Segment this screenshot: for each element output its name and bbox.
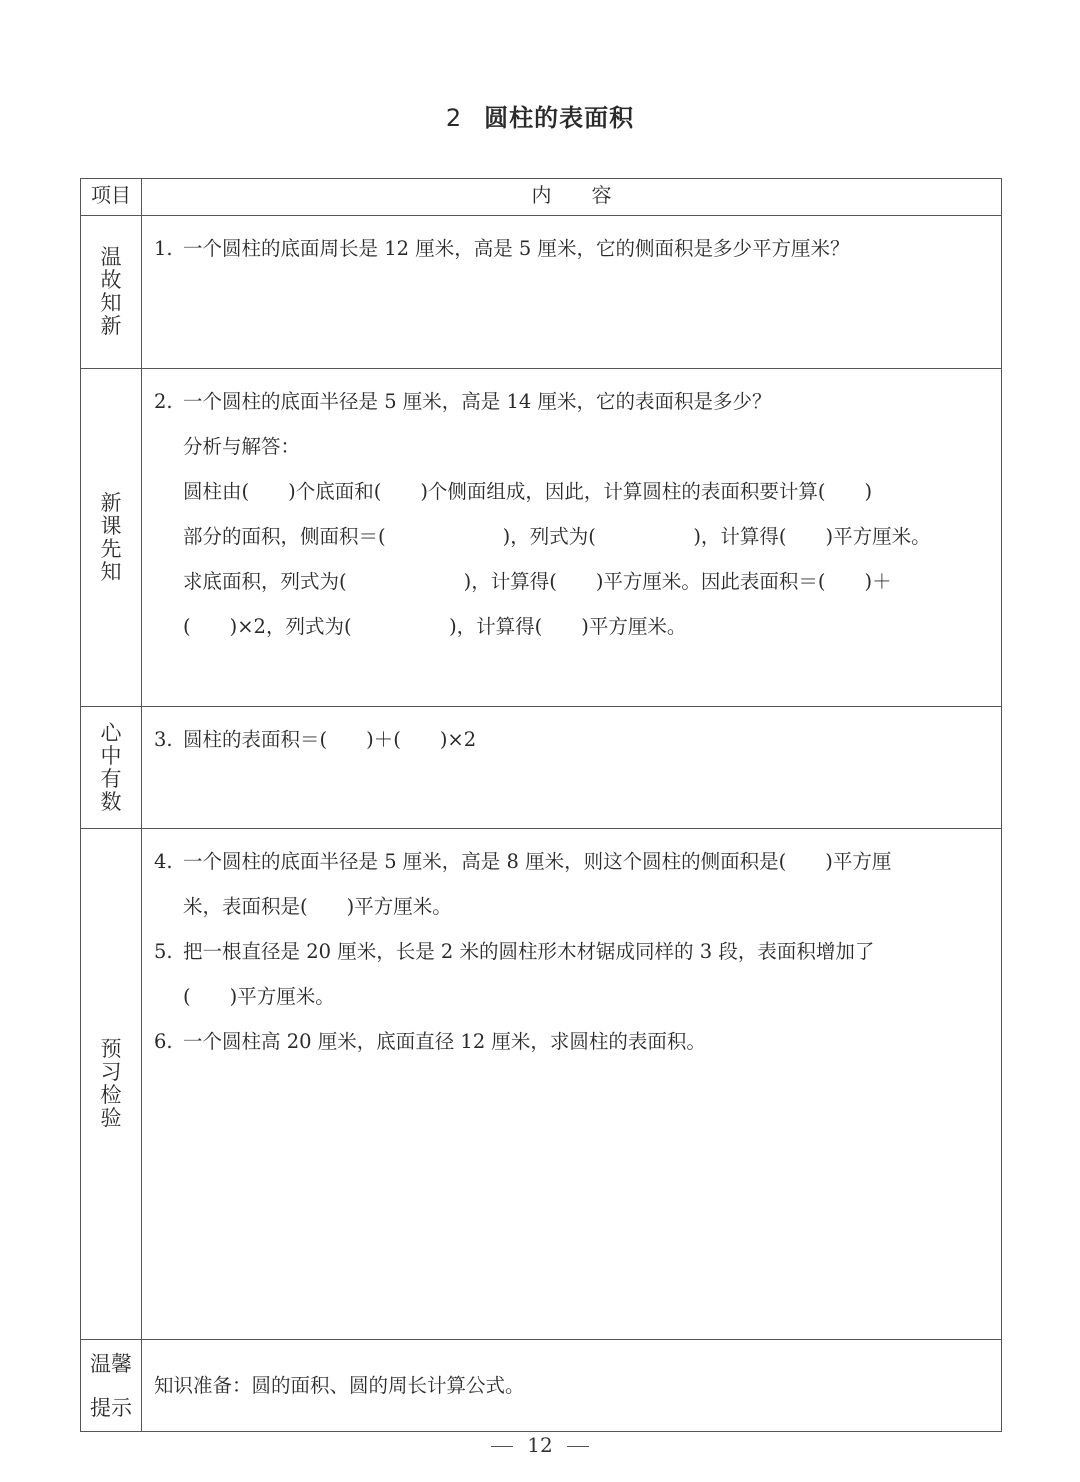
row-content-new-lesson: [142, 369, 1001, 649]
table-row: [81, 216, 1002, 369]
header-item: 项目: [81, 179, 142, 216]
tip-text: 知识准备：圆的面积、圆的周长计算公式。: [154, 1374, 525, 1397]
question-3: 3. 圆柱的表面积＝( )＋( )×2: [154, 728, 477, 751]
row-label-tips: 温馨提示: [90, 1351, 132, 1420]
header-content: 内 容: [142, 179, 1002, 216]
analysis-line: 圆柱由( )个底面和( )个侧面组成，因此，计算圆柱的表面积要计算( ): [183, 480, 873, 503]
question-4-cont: 米，表面积是( )平方厘米。: [183, 895, 452, 918]
table-row: [81, 369, 1002, 707]
row-content-preview-check: [142, 829, 1001, 1064]
worksheet-table: [80, 178, 1002, 1432]
row-label-preview-check: 预习检验: [100, 1037, 122, 1130]
table-row: [81, 707, 1002, 829]
lesson-number: 2: [445, 104, 463, 132]
question-1: 1. 一个圆柱的底面周长是 12 厘米，高是 5 厘米，它的侧面积是多少平方厘米？: [154, 237, 850, 260]
lesson-title: 圆柱的表面积: [484, 104, 635, 132]
question-6: 6. 一个圆柱高 20 厘米，底面直径 12 厘米，求圆柱的表面积。: [154, 1030, 706, 1053]
page-number: 12: [0, 1433, 1080, 1457]
row-label-new-lesson: 新课先知: [100, 490, 122, 584]
question-5: 5. 把一根直径是 20 厘米，长是 2 米的圆柱形木材锯成同样的 3 段，表面积增加了: [154, 940, 875, 963]
row-content-review: [142, 216, 1001, 271]
page-dash-left: [491, 1446, 513, 1447]
analysis-line: 求底面积，列式为( )，计算得( )平方厘米。因此表面积＝( )＋: [183, 570, 892, 593]
table-row: [81, 829, 1002, 1340]
page-dash-right: [567, 1446, 589, 1447]
analysis-line: ( )×2，列式为( )，计算得( )平方厘米。: [183, 615, 687, 638]
question-5-cont: ( )平方厘米。: [183, 985, 335, 1008]
analysis-line: 部分的面积，侧面积＝( )，列式为( )，计算得( )平方厘米。: [183, 525, 931, 548]
row-label-summary: 心中有数: [100, 720, 122, 814]
page-title: [0, 98, 1080, 133]
table-row: [81, 1340, 1002, 1432]
row-content-tips: [142, 1363, 1001, 1408]
table-header-row: [81, 179, 1002, 216]
question-4: 4. 一个圆柱的底面半径是 5 厘米，高是 8 厘米，则这个圆柱的侧面积是( )平方厘: [154, 850, 892, 873]
question-2: 2. 一个圆柱的底面半径是 5 厘米，高是 14 厘米，它的表面积是多少？: [154, 390, 772, 413]
row-label-review: 温故知新: [100, 245, 122, 338]
row-content-summary: [142, 707, 1001, 762]
analysis-heading: 分析与解答：: [183, 435, 301, 458]
